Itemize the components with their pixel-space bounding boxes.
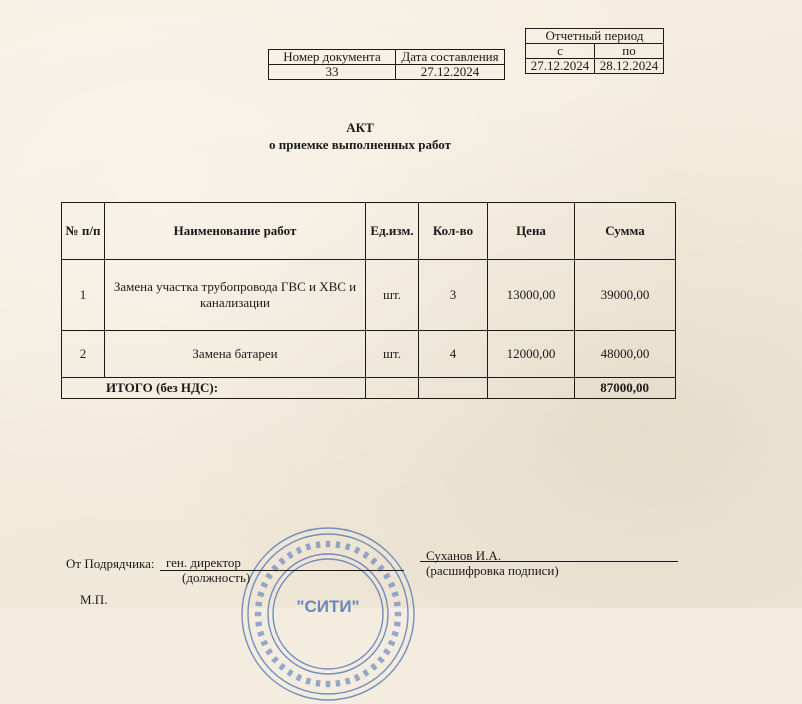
total-label: ИТОГО (без НДС): [62, 378, 366, 399]
name-caption: (расшифровка подписи) [426, 563, 559, 578]
doc-date-label: Дата составления [396, 50, 505, 65]
row-unit: шт. [366, 260, 419, 331]
seal-name: "СИТИ" [296, 597, 360, 616]
period-label: Отчетный период [526, 29, 664, 44]
header-price: Цена [488, 203, 575, 260]
row-name: Замена батареи [105, 331, 366, 378]
period-from-label: с [526, 44, 595, 59]
title-line-1: АКТ [346, 120, 374, 135]
total-value: 87000,00 [575, 378, 676, 399]
table-header-row [62, 203, 676, 260]
total-row [62, 378, 676, 399]
doc-number: 33 [269, 65, 396, 80]
row-num: 1 [62, 260, 105, 331]
seal-place-label: М.П. [80, 592, 108, 607]
header-name: Наименование работ [105, 203, 366, 260]
doc-number-label: Номер документа [269, 50, 396, 65]
header-qty: Кол-во [419, 203, 488, 260]
name-underline [420, 561, 678, 562]
total-empty-price [488, 378, 575, 399]
row-price: 13000,00 [488, 260, 575, 331]
company-seal-icon [238, 524, 418, 704]
document-title [230, 119, 490, 153]
works-table [61, 202, 676, 399]
contractor-label: От Подрядчика: [66, 556, 155, 571]
table-row [62, 260, 676, 331]
row-unit: шт. [366, 331, 419, 378]
row-qty: 3 [419, 260, 488, 331]
row-name: Замена участка трубопровода ГВС и ХВС и канализации [105, 260, 366, 331]
header-num: № п/п [62, 203, 105, 260]
header-sum: Сумма [575, 203, 676, 260]
title-line-2: о приемке выполненных работ [269, 137, 451, 152]
period-to: 28.12.2024 [595, 59, 664, 74]
period-from: 27.12.2024 [526, 59, 595, 74]
total-empty-qty [419, 378, 488, 399]
period-to-label: по [595, 44, 664, 59]
signer-position: ген. директор [166, 555, 241, 570]
row-sum: 48000,00 [575, 331, 676, 378]
signer-name: Суханов И.А. [426, 548, 502, 563]
header-unit: Ед.изм. [366, 203, 419, 260]
table-row [62, 331, 676, 378]
document-info-table [268, 49, 505, 80]
row-qty: 4 [419, 331, 488, 378]
reporting-period-table [525, 28, 664, 74]
position-caption: (должность) [182, 570, 251, 585]
total-empty-unit [366, 378, 419, 399]
row-price: 12000,00 [488, 331, 575, 378]
row-sum: 39000,00 [575, 260, 676, 331]
row-num: 2 [62, 331, 105, 378]
doc-date: 27.12.2024 [396, 65, 505, 80]
